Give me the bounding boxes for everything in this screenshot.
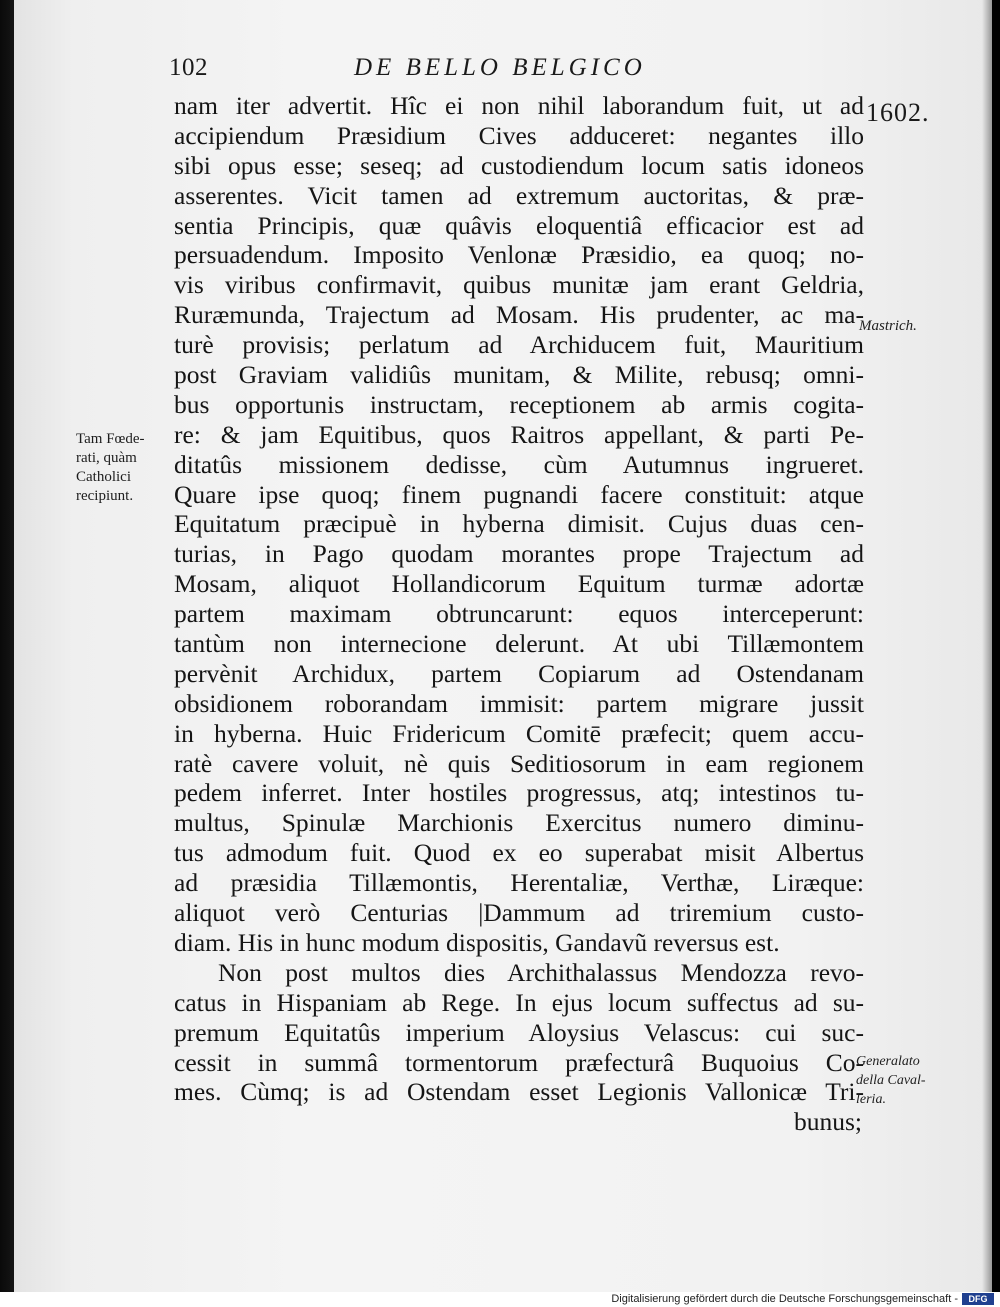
text-line: premum Equitatûs imperium Aloysius Velascus: cui suc- [174, 1017, 864, 1047]
text-line: accipiendum Præsidium Cives adduceret: negantes illo [174, 120, 864, 150]
text-line: mes. Cùmq; is ad Ostendam esset Legionis Vallonicæ Tri- [174, 1077, 864, 1107]
marginal-note-line: rati, quàm [76, 450, 137, 466]
book-title: DE BELLO BELGICO [354, 54, 646, 81]
text-line: turè provisis; perlatum ad Archiducem fuit, Mauritium [174, 330, 864, 360]
marginal-note-line: Tam Fœde- [76, 431, 145, 447]
text-line: obsidionem roborandam immisit: partem migrare jussit [174, 688, 864, 718]
funding-credit: Digitalisierung gefördert durch die Deutsche Forschungsgemeinschaft - [611, 1293, 958, 1305]
text-line: catus in Hispaniam ab Rege. In ejus locum suffectus ad su- [174, 987, 864, 1017]
body-text [174, 91, 864, 1137]
text-line: tus admodum fuit. Quod ex eo superabat misit Albertus [174, 838, 864, 868]
marginal-note-generalato [856, 1052, 966, 1109]
text-line: Equitatum præcipuè in hyberna dimisit. Cujus duas cen- [174, 509, 864, 539]
text-line: post Graviam validiûs munitam, & Milite, rebusq; omni- [174, 360, 864, 390]
marginal-note-line: leria. [856, 1092, 886, 1107]
text-line: ad præsidia Tillæmontis, Herentaliæ, Verthæ, Liræque: [174, 868, 864, 898]
marginal-note-left [76, 430, 176, 506]
text-line: diam. His in hunc modum dispositis, Gandavũ reversus est. [174, 927, 780, 957]
text-line: re: & jam Equitibus, quos Raitros appellant, & parti Pe- [174, 419, 864, 449]
text-line: multus, Spinulæ Marchionis Exercitus numero diminu- [174, 808, 864, 838]
marginal-note-line: Generalato [856, 1054, 920, 1069]
catchword: bunus; [793, 1107, 862, 1137]
marginal-note-line: recipiunt. [76, 488, 134, 504]
text-line: Ruræmunda, Trajectum ad Mosam. His prudenter, ac ma- [174, 300, 864, 330]
text-line: tantùm non internecione delerunt. At ubi Tillæmontem [174, 629, 864, 659]
marginal-note-line: Catholici [76, 469, 131, 485]
book-page [14, 0, 992, 1292]
text-line: turias, in Pago quodam morantes prope Trajectum ad [174, 539, 864, 569]
marginal-note-line: della Caval- [856, 1073, 926, 1088]
text-line: Non post multos dies Archithalassus Mendozza revo- [218, 957, 864, 987]
footer-bar [0, 1292, 1000, 1307]
text-line: in hyberna. Huic Fridericum Comitē præfecit; quem accu- [174, 718, 864, 748]
text-line: Quare ipse quoq; finem pugnandi facere constituit: atque [174, 479, 864, 509]
margin-year: 1602. [866, 98, 930, 127]
running-head [169, 54, 689, 88]
text-line: asserentes. Vicit tamen ad extremum auctoritas, & præ- [174, 180, 864, 210]
text-line: aliquot verò Centurias |Dammum ad triremium custo- [174, 898, 864, 928]
text-line: sibi opus esse; seseq; ad custodiendum locum satis idoneos [174, 150, 864, 180]
text-line: sentia Principis, quæ quâvis eloquentiâ efficacior est ad [174, 210, 864, 240]
text-line: pedem inferret. Inter hostiles progressus, atq; intestinos tu- [174, 778, 864, 808]
text-line: bus opportunis instructam, receptionem ab armis cogita- [174, 389, 864, 419]
text-line: ditatûs missionem dedisse, cùm Autumnus ingrueret. [174, 449, 864, 479]
text-line: nam iter advertit. Hîc ei non nihil laborandum fuit, ut ad [174, 91, 864, 120]
page-number: 102 [169, 54, 208, 81]
text-line: vis viribus confirmavit, quibus munitæ jam erant Geldria, [174, 270, 864, 300]
dfg-logo: DFG [962, 1293, 994, 1305]
text-line: Mosam, aliquot Hollandicorum Equitum turmæ adortæ [174, 569, 864, 599]
text-line: cessit in summâ tormentorum præfecturâ Buquoius Co- [174, 1047, 864, 1077]
text-line: ratè cavere voluit, nè quis Seditiosorum in eam regionem [174, 748, 864, 778]
marginal-note-mastrich: Mastrich. [859, 318, 917, 334]
text-line: pervènit Archidux, partem Copiarum ad Ostendanam [174, 658, 864, 688]
text-line: persuadendum. Imposito Venlonæ Præsidio, ea quoq; no- [174, 240, 864, 270]
text-line: partem maximam obtruncarunt: equos interceperunt: [174, 599, 864, 629]
